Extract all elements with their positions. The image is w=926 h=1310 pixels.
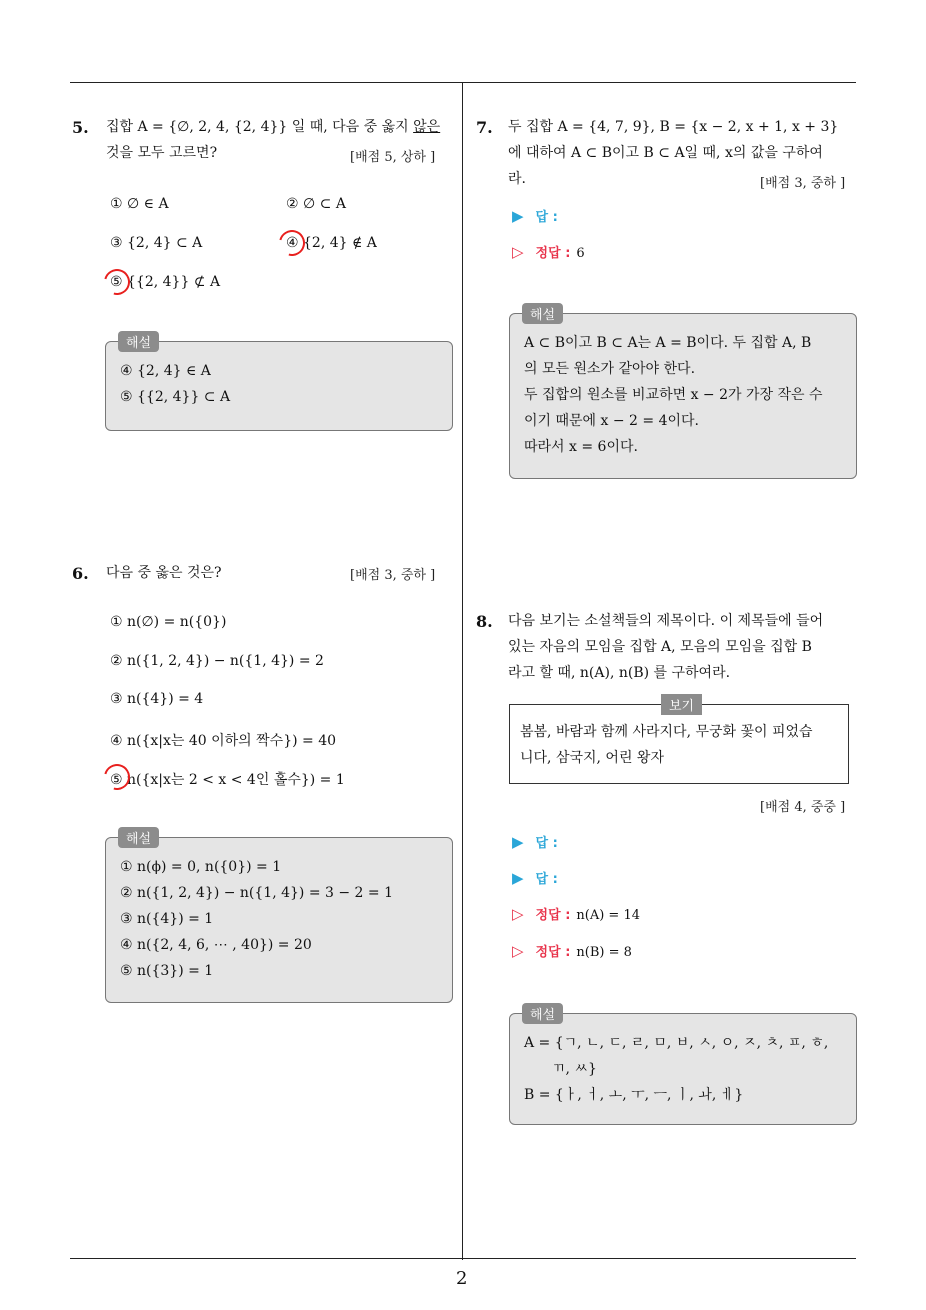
answer-mark-circle (99, 759, 135, 795)
question-text-line2: 있는 자음의 모임을 집합 A, 모음의 모임을 집합 B (508, 639, 812, 655)
solution-tag: 해설 (118, 331, 159, 352)
solution-box (509, 1013, 857, 1125)
bottom-rule (70, 1258, 856, 1259)
solution-box (105, 341, 453, 431)
option-2[interactable]: ② ∅ ⊂ A (286, 196, 346, 212)
solution-line: ㄲ, ㅆ} (552, 1061, 597, 1077)
solution-line: ⑤ n({3}) = 1 (120, 963, 214, 979)
outline-triangle-icon: ▷ (512, 905, 524, 923)
outline-triangle-icon: ▷ (512, 942, 524, 960)
correct-answer-1 (512, 904, 640, 923)
answer-label: 답 : (535, 210, 558, 225)
correct-value: n(B) = 8 (576, 945, 632, 960)
option-3[interactable]: ③ n({4}) = 4 (110, 691, 204, 707)
question-text-line2: 에 대하여 A ⊂ B이고 B ⊂ A일 때, x의 값을 구하여 (508, 145, 823, 161)
answer-field-1[interactable] (512, 832, 558, 851)
option-4[interactable]: ④ {2, 4} ∉ A (286, 235, 377, 251)
solution-line: A ⊂ B이고 B ⊂ A는 A = B이다. 두 집합 A, B (524, 335, 812, 351)
top-rule (70, 82, 856, 83)
column-divider (462, 82, 463, 1260)
example-tag: 보기 (661, 694, 702, 715)
answer-label: 답 : (535, 836, 558, 851)
play-triangle-icon: ▶ (512, 869, 524, 887)
question-number: 6. (72, 564, 89, 583)
answer-mark-circle (99, 264, 135, 300)
question-text-line2: 것을 모두 고르면? (106, 145, 218, 161)
option-2[interactable]: ② n({1, 2, 4}) − n({1, 4}) = 2 (110, 653, 324, 669)
solution-box (105, 837, 453, 1003)
example-line1: 봄봄, 바람과 함께 사라지다, 무궁화 꽃이 피었습 (520, 724, 813, 740)
solution-line: B = {ㅏ, ㅓ, ㅗ, ㅜ, ㅡ, ㅣ, ㅘ, ㅔ} (524, 1087, 744, 1103)
play-triangle-icon: ▶ (512, 833, 524, 851)
correct-value: 6 (576, 246, 585, 261)
question-number: 8. (476, 612, 493, 631)
solution-line: A = {ㄱ, ㄴ, ㄷ, ㄹ, ㅁ, ㅂ, ㅅ, ㅇ, ㅈ, ㅊ, ㅍ, ㅎ, (524, 1035, 829, 1051)
solution-line: ⑤ {{2, 4}} ⊂ A (120, 389, 231, 405)
solution-box (509, 313, 857, 479)
solution-line: ④ {2, 4} ∈ A (120, 363, 211, 379)
solution-tag: 해설 (118, 827, 159, 848)
solution-line: ① n(ϕ) = 0, n({0}) = 1 (120, 859, 282, 875)
score-info: [배점 4, 중중 ] (760, 800, 846, 815)
correct-value: n(A) = 14 (576, 908, 640, 923)
option-5[interactable]: ⑤ {{2, 4}} ⊄ A (110, 274, 221, 290)
score-info: [배점 5, 상하 ] (350, 150, 436, 165)
solution-line: 따라서 x = 6이다. (524, 439, 638, 455)
page-number: 2 (456, 1268, 468, 1289)
question-number: 5. (72, 118, 89, 137)
solution-tag: 해설 (522, 1003, 563, 1024)
option-1[interactable]: ① ∅ ∈ A (110, 196, 169, 212)
solution-line: ② n({1, 2, 4}) − n({1, 4}) = 3 − 2 = 1 (120, 885, 393, 901)
example-box (509, 704, 849, 784)
answer-mark-circle (274, 225, 310, 261)
score-info: [배점 3, 중하 ] (760, 176, 846, 191)
play-triangle-icon: ▶ (512, 207, 524, 225)
option-4[interactable]: ④ n({x|x는 40 이하의 짝수}) = 40 (110, 733, 337, 749)
correct-label: 정답 : (535, 908, 571, 923)
answer-label: 답 : (535, 872, 558, 887)
question-text-emphasis: 않은 (413, 119, 441, 135)
solution-tag: 해설 (522, 303, 563, 324)
option-3[interactable]: ③ {2, 4} ⊂ A (110, 235, 203, 251)
example-line2: 니다, 삼국지, 어린 왕자 (520, 750, 664, 766)
solution-line: 이기 때문에 x − 2 = 4이다. (524, 413, 699, 429)
question-text-line3: 라. (508, 171, 526, 187)
option-5[interactable]: ⑤ n({x|x는 2 < x < 4인 홀수}) = 1 (110, 772, 345, 788)
correct-answer (512, 242, 585, 261)
question-text-line3: 라고 할 때, n(A), n(B) 를 구하여라. (508, 665, 731, 681)
option-1[interactable]: ① n(∅) = n({0}) (110, 614, 227, 630)
question-text-line1: 두 집합 A = {4, 7, 9}, B = {x − 2, x + 1, x + 3} (508, 119, 839, 135)
correct-label: 정답 : (535, 945, 571, 960)
solution-line: ④ n({2, 4, 6, ⋯ , 40}) = 20 (120, 937, 312, 953)
correct-label: 정답 : (535, 246, 571, 261)
question-text (508, 608, 858, 686)
answer-field[interactable] (512, 206, 558, 225)
question-number: 7. (476, 118, 493, 137)
score-info: [배점 3, 중하 ] (350, 568, 436, 583)
answer-field-2[interactable] (512, 868, 558, 887)
solution-line: 의 모든 원소가 같아야 한다. (524, 361, 696, 377)
correct-answer-2 (512, 941, 632, 960)
outline-triangle-icon: ▷ (512, 243, 524, 261)
solution-line: 두 집합의 원소를 비교하면 x − 2가 가장 작은 수 (524, 387, 823, 403)
solution-line: ③ n({4}) = 1 (120, 911, 214, 927)
question-text: 다음 중 옳은 것은? (106, 565, 222, 581)
question-text-line1: 집합 A = {∅, 2, 4, {2, 4}} 일 때, 다음 중 옳지 (106, 119, 414, 135)
question-text-line1: 다음 보기는 소설책들의 제목이다. 이 제목들에 들어 (508, 613, 824, 629)
